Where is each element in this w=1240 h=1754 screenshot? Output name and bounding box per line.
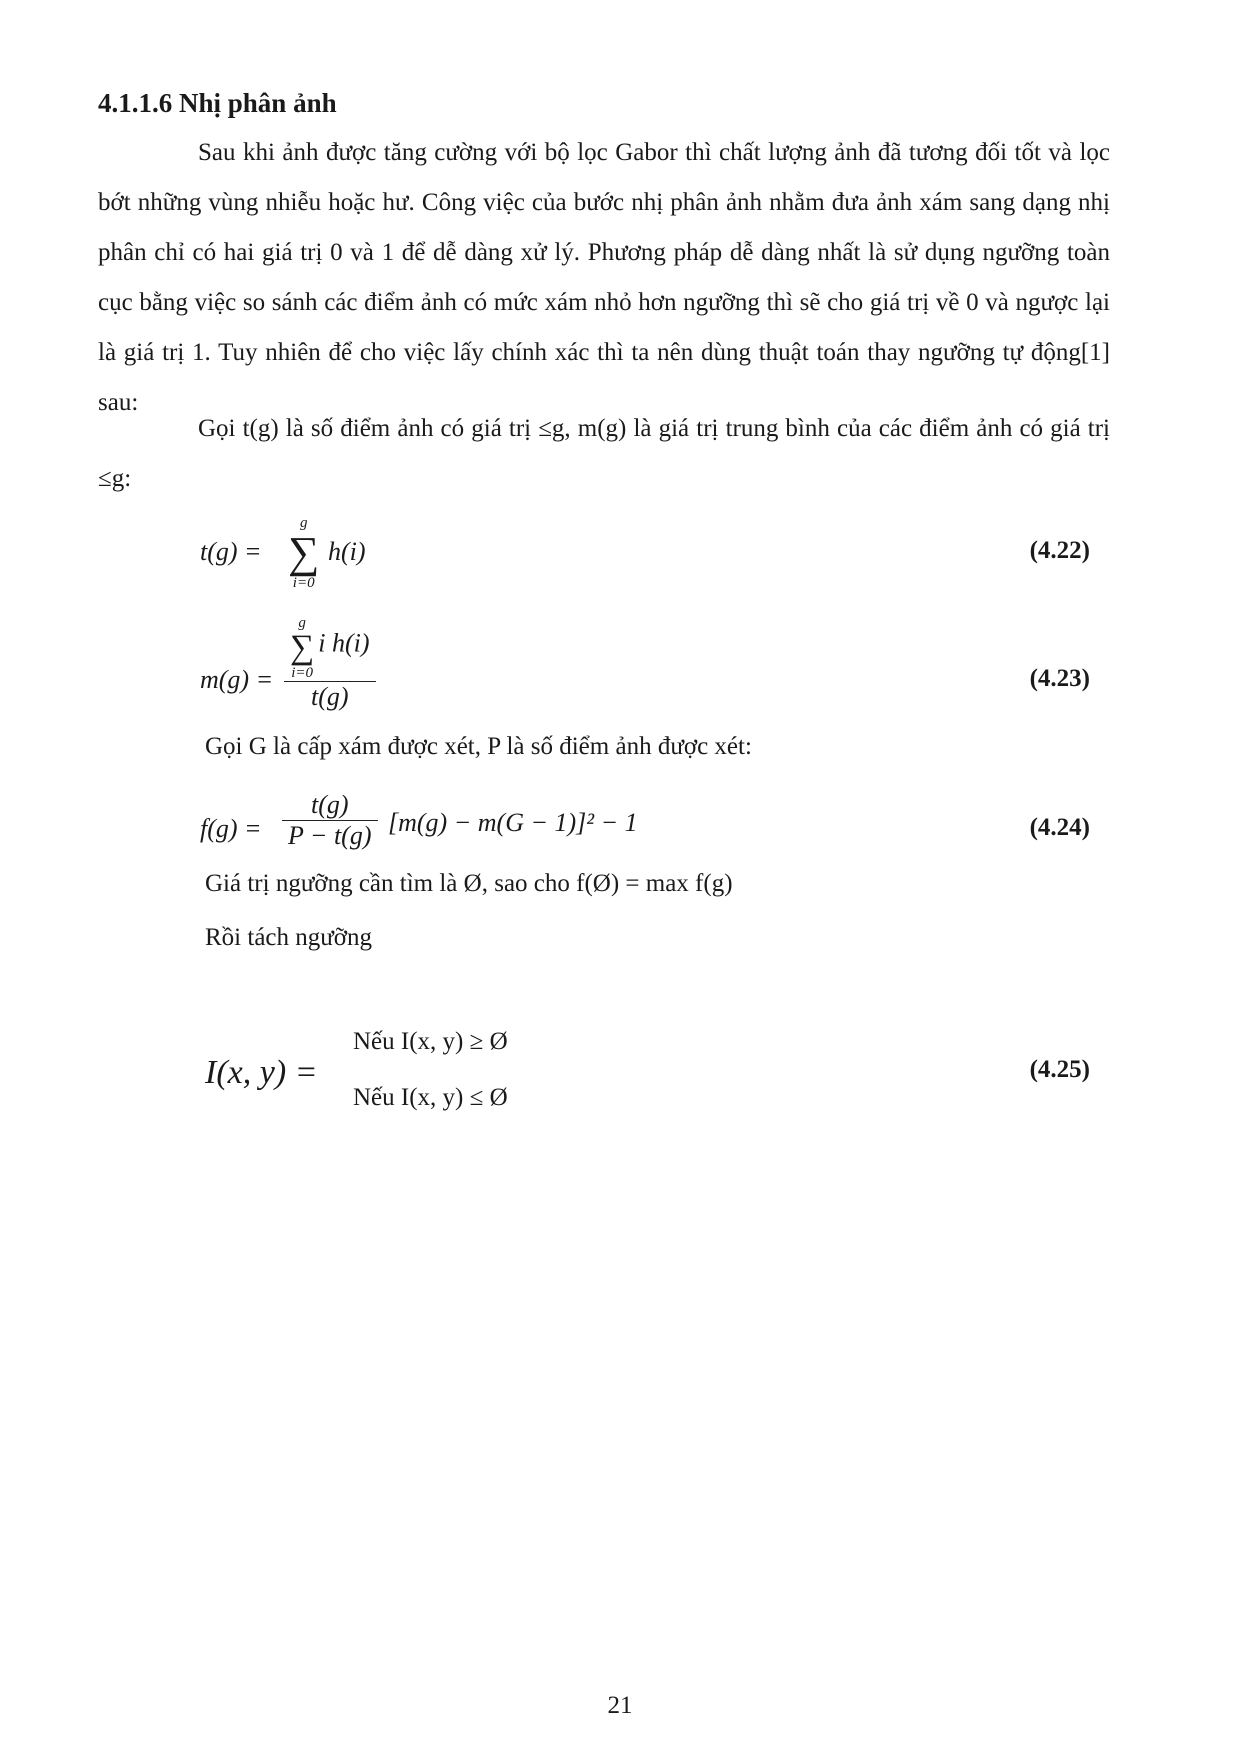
text-threshold: Giá trị ngưỡng cần tìm là Ø, sao cho f(Ø) = max f(g) bbox=[205, 870, 733, 897]
eq425-case1: Nếu I(x, y) ≥ Ø bbox=[353, 1028, 508, 1055]
eq425-case2: Nếu I(x, y) ≤ Ø bbox=[353, 1084, 508, 1111]
eq423-sum-top: g bbox=[298, 615, 306, 631]
eq423-fraction bbox=[284, 615, 376, 712]
eq423-numerator-term: i h(i) bbox=[318, 628, 370, 658]
eq425-lhs: I(x, y) = bbox=[205, 1054, 318, 1091]
eq425-number: (4.25) bbox=[1029, 1056, 1090, 1083]
summation-symbol: g ∑ i=0 bbox=[290, 615, 315, 681]
summation-symbol: g ∑ i=0 bbox=[288, 515, 320, 591]
eq423-denominator: t(g) bbox=[310, 682, 349, 711]
paragraph-definition-text: Gọi t(g) là số điểm ảnh có giá trị ≤g, m(g) là giá trị trung bình của các điểm ảnh có giá trị ≤g: bbox=[98, 415, 1110, 492]
eq422-term: h(i) bbox=[328, 537, 366, 566]
equation-4-23 bbox=[200, 615, 1090, 725]
equation-4-24 bbox=[200, 790, 1090, 870]
paragraph-intro bbox=[98, 128, 1110, 428]
eq424-denominator: P − t(g) bbox=[288, 821, 372, 850]
equation-4-22 bbox=[200, 515, 1090, 595]
page-number: 21 bbox=[607, 1692, 633, 1719]
eq423-number: (4.23) bbox=[1029, 665, 1090, 692]
eq424-rest: [m(g) − m(G − 1)]² − 1 bbox=[388, 808, 638, 837]
text-gray-level: Gọi G là cấp xám được xét, P là số điểm ảnh được xét: bbox=[205, 733, 752, 760]
section-heading: 4.1.1.6 Nhị phân ảnh bbox=[98, 88, 337, 118]
eq424-lhs: f(g) = bbox=[200, 814, 262, 843]
eq423-sum-bottom: i=0 bbox=[291, 665, 314, 681]
eq423-lhs: m(g) = bbox=[200, 665, 274, 694]
eq424-number: (4.24) bbox=[1029, 814, 1090, 841]
eq422-number: (4.22) bbox=[1029, 537, 1090, 564]
equation-4-25 bbox=[205, 1020, 1090, 1130]
eq422-sum-top: g bbox=[299, 515, 308, 531]
eq424-numerator: t(g) bbox=[282, 790, 378, 821]
eq422-lhs: t(g) = bbox=[200, 537, 262, 566]
paragraph-intro-text: Sau khi ảnh được tăng cường với bộ lọc Gabor thì chất lượng ảnh đã tương đối tốt và lọc bớt những vùng nhiễu hoặc hư. Công việc của bước nhị phân ảnh nhằm đưa ảnh xám sang dạng nhị phân chỉ có hai giá trị 0 và 1 để dễ dàng xử lý. Phương pháp dễ dàng nhất là sử dụng ngưỡng toàn cục bằng việc so sánh các điểm ảnh có mức xám nhỏ hơn ngưỡng thì sẽ cho giá trị về 0 và ngược lại là giá trị 1. Tuy nhiên để cho việc lấy chính xác thì ta nên dùng thuật toán thay ngưỡng tự động[1] sau: bbox=[98, 139, 1110, 416]
paragraph-definition bbox=[98, 404, 1110, 504]
eq422-sum-bottom: i=0 bbox=[292, 575, 315, 591]
eq424-fraction bbox=[282, 790, 378, 851]
text-split: Rồi tách ngưỡng bbox=[205, 924, 373, 951]
